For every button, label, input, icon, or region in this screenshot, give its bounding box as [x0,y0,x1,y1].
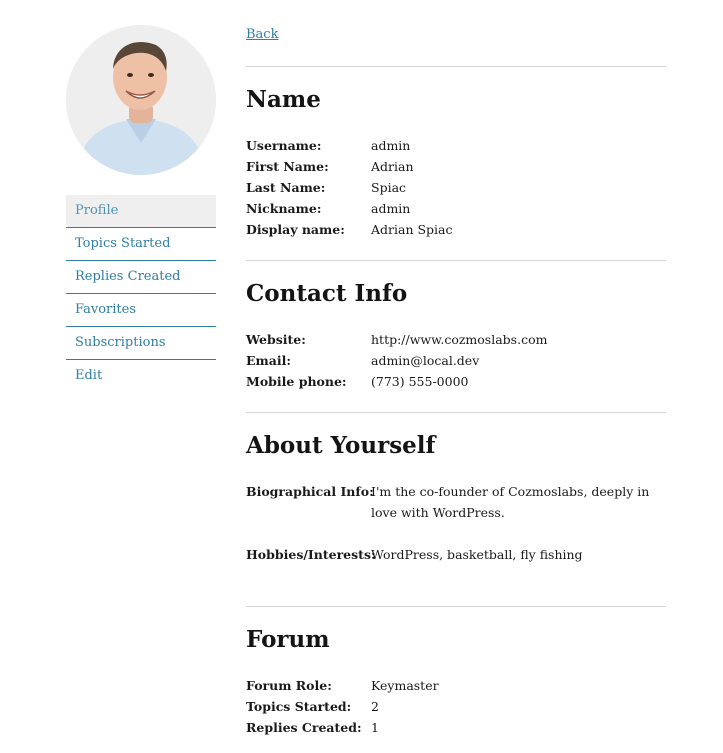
field-label: Username: [246,138,322,153]
field-label: Hobbies/Interests: [246,547,376,562]
field-label: Topics Started: [246,699,352,714]
field-label: Forum Role: [246,678,332,693]
field-row-replies-created [246,717,666,738]
sidebar-item-edit[interactable]: Edit [75,368,103,383]
field-row-username [246,135,666,156]
field-label: Email: [246,353,291,368]
field-value: 1 [371,720,379,735]
field-row-topics-started [246,696,666,717]
field-value: Keymaster [371,678,439,693]
field-label: Biographical Info: [246,484,374,499]
field-row-mobile-phone [246,371,666,392]
sidebar-item-favorites[interactable]: Favorites [66,294,216,327]
sidebar-item-subscriptions[interactable]: Subscriptions [66,327,216,360]
field-row-biographical-info [246,481,666,523]
field-value: http://www.cozmoslabs.com [371,332,548,347]
avatar [66,25,216,175]
field-value: Adrian [371,159,414,174]
section-title-contact-info: Contact Info [246,280,408,307]
avatar-image [66,25,216,175]
field-value: admin [371,138,411,153]
section-title-forum: Forum [246,626,330,653]
field-row-nickname [246,198,666,219]
section-title-name: Name [246,86,321,113]
sidebar-item-profile[interactable]: Profile [66,195,216,228]
field-label: Website: [246,332,306,347]
contact-fields [246,329,666,392]
back-link[interactable]: Back [246,27,279,42]
field-row-last-name [246,177,666,198]
field-value: 2 [371,699,379,714]
field-label: Replies Created: [246,720,362,735]
sidebar-item-replies-created[interactable]: Replies Created [66,261,216,294]
field-row-website [246,329,666,350]
field-label: Nickname: [246,201,322,216]
field-row-email [246,350,666,371]
field-label: Mobile phone: [246,374,347,389]
field-value: Adrian Spiac [371,222,453,237]
profile-sidebar-nav [66,195,216,392]
field-row-forum-role [246,675,666,696]
forum-fields [246,675,666,738]
field-value: I'm the co-founder of Cozmoslabs, deeply in love with WordPress. [371,484,650,520]
field-value: WordPress, basketball, fly fishing [371,547,583,562]
section-title-about-yourself: About Yourself [246,432,436,459]
field-row-first-name [246,156,666,177]
field-value: (773) 555-0000 [371,374,469,389]
divider [246,66,666,67]
field-label: Display name: [246,222,345,237]
about-fields [246,481,666,565]
field-row-display-name [246,219,666,240]
name-fields [246,135,666,240]
divider [246,260,666,261]
sidebar-item-topics-started[interactable]: Topics Started [66,228,216,261]
divider [246,606,666,607]
divider [246,412,666,413]
field-value: admin@local.dev [371,353,480,368]
field-label: First Name: [246,159,329,174]
field-value: Spiac [371,180,407,195]
field-row-hobbies-interests [246,544,666,565]
field-label: Last Name: [246,180,326,195]
field-value: admin [371,201,411,216]
